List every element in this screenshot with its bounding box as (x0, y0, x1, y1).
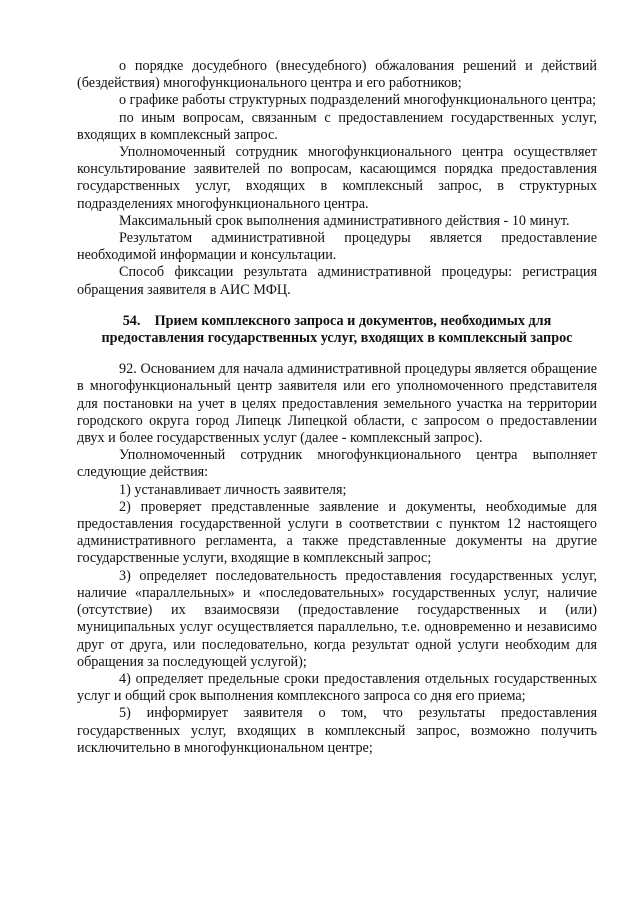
list-item: 1) устанавливает личность заявителя; (119, 481, 347, 498)
list-item: 2) проверяет представленные заявление и документы, необходимые для предоставления государственной услуги в соответствии с пунктом 12 настоящего административного регламента, а также представленные документы на другие государственные услуги, входящие в комплексный запрос; (77, 498, 597, 567)
paragraph: Результатом административной процедуры является предоставление необходимой информации и консультации. (77, 230, 597, 264)
paragraph: 92. Основанием для начала административной процедуры является обращение в многофункциональный центр заявителя или его уполномоченного представителя для постановки на учет в целях предоставления земельного участка на территории городского округа город Липецк Липецкой области, с запросом о предоставлении двух и более государственных услуг (далее - комплексный запрос). (77, 361, 597, 447)
section-number: 54. (122, 312, 141, 329)
document-body (77, 58, 597, 757)
paragraph: Уполномоченный сотрудник многофункционального центра осуществляет консультирование заявителей по вопросам, касающимся порядка предоставления государственных услуг, входящих в комплексный запрос, в структурных подразделениях многофункционального центра. (77, 144, 597, 212)
list-item: 3) определяет последовательность предоставления государственных услуг, наличие «параллельных» и «последовательных» государственных услуг, наличие (отсутствие) их взаимосвязи (предоставление государственных и (или) муниципальных услуг осуществляется параллельно, т.е. одновременно и независимо друг от друга, или последовательно, когда результат одной услуги необходим для обращения за последующей услугой); (77, 567, 597, 670)
paragraph: Способ фиксации результата административной процедуры: регистрация обращения заявителя в АИС МФЦ. (77, 264, 597, 298)
paragraph: о графике работы структурных подразделений многофункционального центра; (119, 92, 597, 109)
section-heading (77, 313, 597, 347)
paragraph: Уполномоченный сотрудник многофункционального центра выполняет следующие действия: (77, 447, 597, 481)
paragraph: Максимальный срок выполнения административного действия - 10 минут. (119, 212, 570, 229)
paragraph: по иным вопросам, связанным с предоставлением государственных услуг, входящих в комплексный запрос. (77, 109, 597, 143)
paragraph: о порядке досудебного (внесудебного) обжалования решений и действий (бездействия) многофункционального центра и его работников; (77, 58, 597, 92)
section-title: Прием комплексного запроса и документов, необходимых для предоставления государственных услуг, входящих в комплексный запрос (101, 312, 573, 347)
list-item: 5) информирует заявителя о том, что результаты предоставления государственных услуг, входящих в комплексный запрос, возможно получить исключительно в многофункциональном центре; (77, 705, 597, 756)
list-item: 4) определяет предельные сроки предоставления отдельных государственных услуг и общий срок выполнения комплексного запроса со дня его приема; (77, 670, 597, 705)
